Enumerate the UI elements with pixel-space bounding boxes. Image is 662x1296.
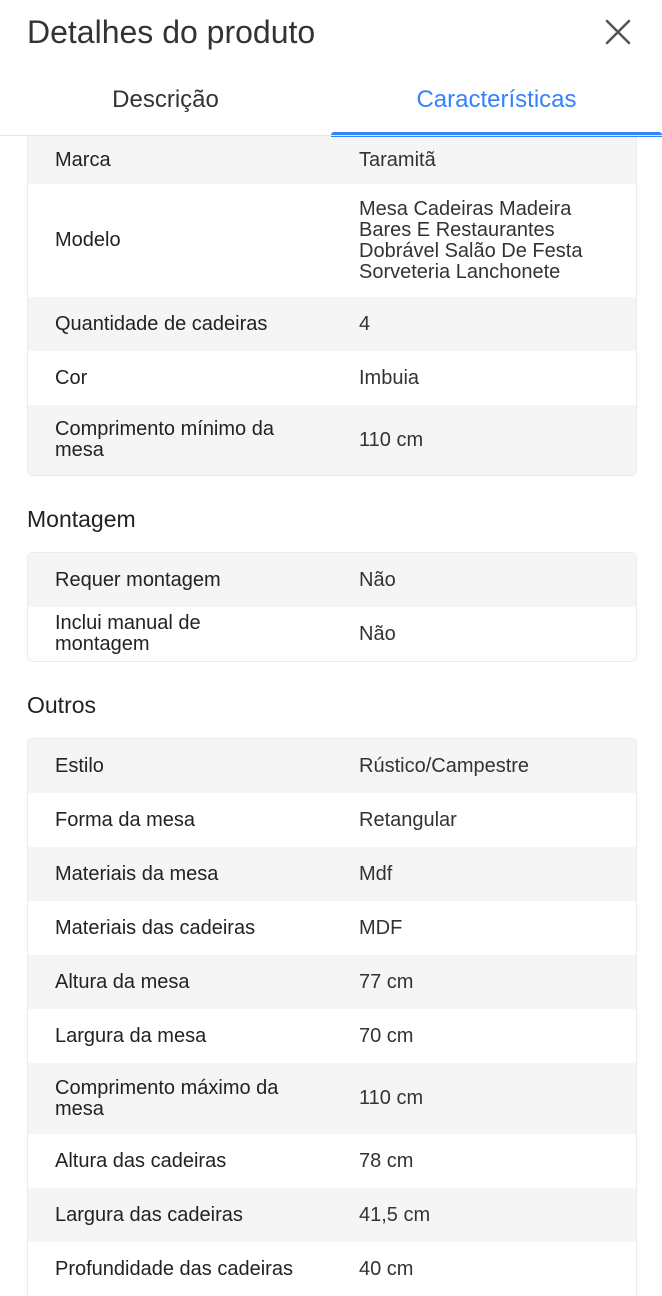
spec-value: Imbuia — [359, 366, 420, 389]
spec-value: 78 cm — [359, 1149, 414, 1172]
spec-key: Materiais da mesa — [55, 862, 219, 885]
page-title: Detalhes do produto — [27, 14, 316, 50]
table-row — [28, 1242, 636, 1296]
spec-value: Não — [359, 568, 396, 591]
spec-value: Taramitã — [359, 148, 436, 171]
spec-value: Rústico/Campestre — [359, 754, 530, 777]
spec-value: 70 cm — [359, 1024, 414, 1047]
spec-value: 110 cm — [359, 1087, 424, 1109]
spec-value: Não — [359, 622, 396, 645]
close-button[interactable] — [600, 16, 636, 52]
table-row — [28, 553, 636, 607]
spec-value: Mdf — [359, 862, 393, 885]
close-icon — [605, 19, 631, 50]
table-row — [28, 184, 636, 297]
spec-key: Estilo — [55, 754, 104, 777]
spec-value: 77 cm — [359, 970, 414, 993]
spec-key: Cor — [55, 366, 88, 389]
table-row — [28, 1188, 636, 1242]
spec-table-main — [27, 136, 637, 476]
spec-value: Retangular — [359, 808, 457, 831]
spec-value: Mesa Cadeiras Madeira Bares E Restaurantes Dobrável Salão De Festa Sorveteria Lanchonete — [359, 197, 583, 283]
spec-key: Marca — [55, 148, 111, 171]
table-row — [28, 739, 636, 793]
spec-key: Materiais das cadeiras — [55, 916, 256, 939]
table-row — [28, 901, 636, 955]
spec-value: 41,5 cm — [359, 1203, 431, 1226]
tab-caracteristicas[interactable]: Características — [416, 86, 577, 113]
spec-value: 4 — [359, 312, 371, 335]
spec-key: Comprimento mínimo da mesa — [55, 418, 274, 461]
header-divider — [0, 135, 662, 136]
spec-key: Largura da mesa — [55, 1024, 207, 1047]
modal-header — [0, 0, 662, 136]
spec-key: Altura da mesa — [55, 970, 190, 993]
spec-key: Forma da mesa — [55, 808, 196, 831]
spec-key: Requer montagem — [55, 568, 221, 591]
table-row — [28, 1063, 636, 1134]
table-row — [28, 955, 636, 1009]
tab-bar — [0, 64, 662, 136]
spec-table-outros — [27, 738, 637, 1296]
tab-descricao[interactable]: Descrição — [112, 86, 219, 113]
section-title-montagem: Montagem — [27, 506, 136, 532]
spec-key: Altura das cadeiras — [55, 1149, 227, 1172]
spec-key: Quantidade de cadeiras — [55, 312, 268, 335]
spec-table-montagem — [27, 552, 637, 662]
table-row — [28, 1009, 636, 1063]
spec-value: 40 cm — [359, 1257, 414, 1280]
table-row — [28, 607, 636, 661]
table-row — [28, 793, 636, 847]
table-row — [28, 847, 636, 901]
section-title-outros: Outros — [27, 692, 97, 718]
spec-value: 110 cm — [359, 428, 424, 451]
spec-key: Comprimento máximo da mesa — [55, 1076, 279, 1120]
table-row — [28, 405, 636, 475]
spec-key: Modelo — [55, 229, 121, 251]
spec-key: Profundidade das cadeiras — [55, 1257, 293, 1280]
spec-key: Inclui manual de montagem — [55, 612, 201, 655]
spec-value: MDF — [359, 916, 403, 939]
table-row — [28, 297, 636, 351]
spec-key: Largura das cadeiras — [55, 1203, 243, 1226]
table-row — [28, 136, 636, 184]
table-row — [28, 1134, 636, 1188]
table-row — [28, 351, 636, 405]
